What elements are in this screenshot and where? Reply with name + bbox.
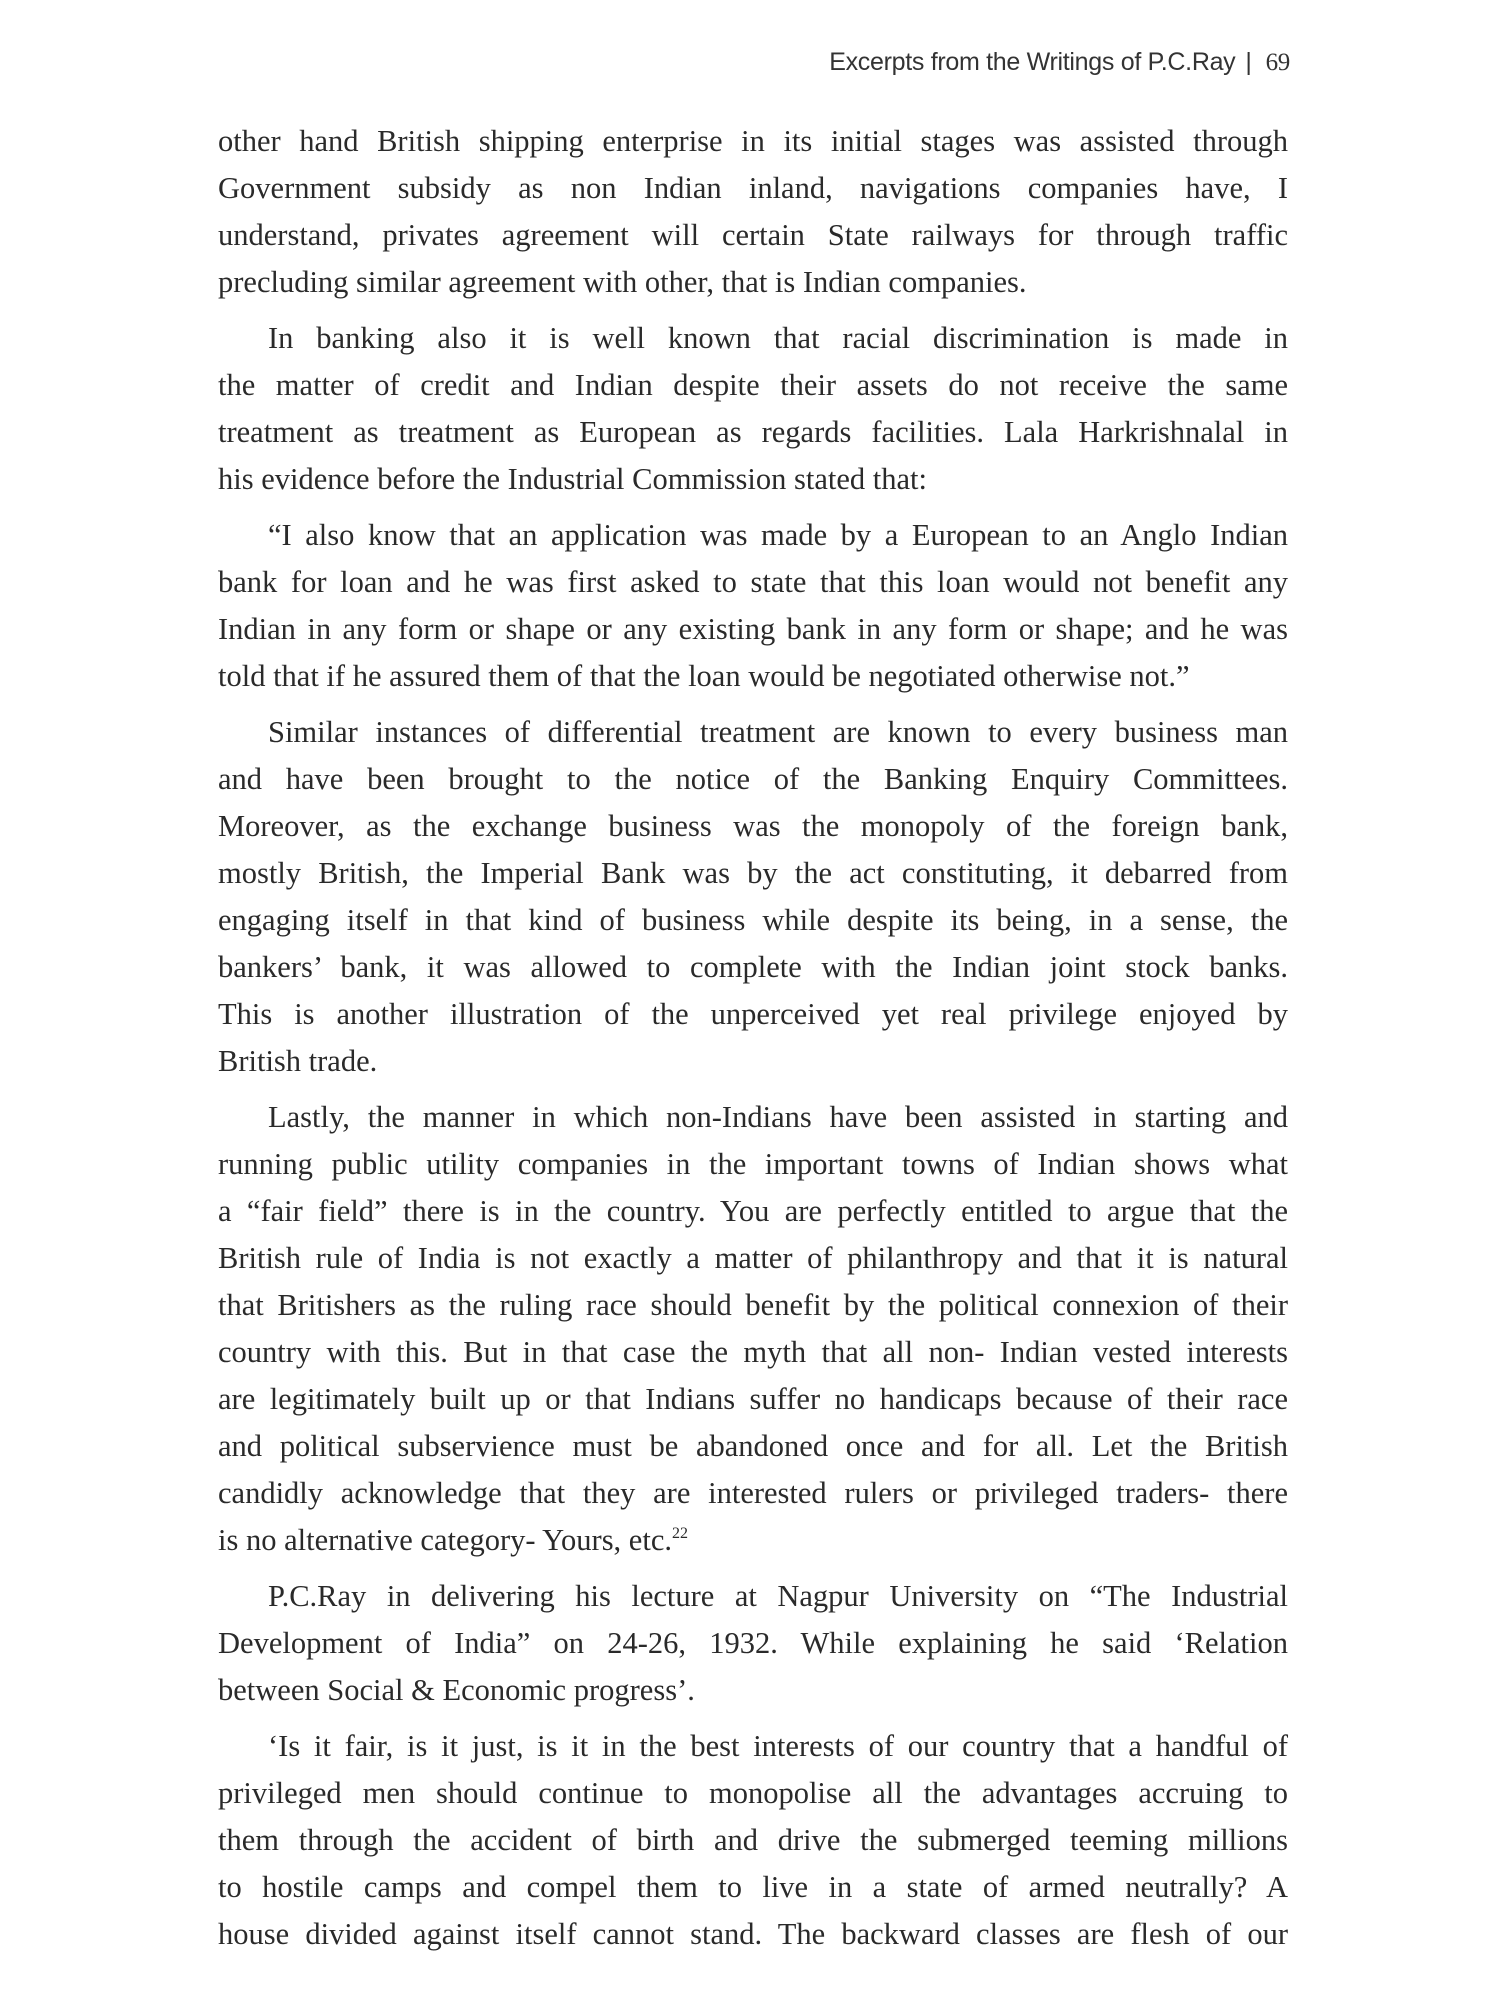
- text-line: a “fair field” there is in the country. You are perfectly entitled to argue that the: [218, 1194, 1288, 1228]
- paragraph: [218, 709, 1288, 1085]
- text-line: treatment as treatment as European as regards facilities. Lala Harkrishnalal in: [218, 415, 1288, 449]
- page-body: [218, 118, 1288, 1967]
- text-line: privileged men should continue to monopolise all the advantages accruing to: [218, 1776, 1288, 1810]
- paragraph: [218, 118, 1288, 306]
- text-line: his evidence before the Industrial Commission stated that:: [218, 462, 927, 496]
- text-line: “I also know that an application was made by a European to an Anglo Indian: [268, 518, 1288, 552]
- text-line: Moreover, as the exchange business was the monopoly of the foreign bank,: [218, 809, 1288, 843]
- text-line: are legitimately built up or that Indians suffer no handicaps because of their race: [218, 1382, 1288, 1416]
- text-line: country with this. But in that case the myth that all non- Indian vested interests: [218, 1335, 1288, 1369]
- text-line: British trade.: [218, 1044, 378, 1078]
- text-line: precluding similar agreement with other, that is Indian companies.: [218, 265, 1027, 299]
- text-line: between Social & Economic progress’.: [218, 1673, 695, 1707]
- text-line: P.C.Ray in delivering his lecture at Nagpur University on “The Industrial: [268, 1579, 1288, 1613]
- text-line: to hostile camps and compel them to live in a state of armed neutrally? A: [218, 1870, 1288, 1904]
- text-line: running public utility companies in the important towns of Indian shows what: [218, 1147, 1288, 1181]
- text-line: candidly acknowledge that they are interested rulers or privileged traders- there: [218, 1476, 1288, 1510]
- text-line: the matter of credit and Indian despite their assets do not receive the same: [218, 368, 1288, 402]
- text-line: In banking also it is well known that racial discrimination is made in: [268, 321, 1288, 355]
- text-line: Similar instances of differential treatment are known to every business man: [268, 715, 1288, 749]
- text-line: that Britishers as the ruling race should benefit by the political connexion of their: [218, 1288, 1288, 1322]
- text-line: and have been brought to the notice of the Banking Enquiry Committees.: [218, 762, 1288, 796]
- text-line: Indian in any form or shape or any existing bank in any form or shape; and he was: [218, 612, 1288, 646]
- text-line: Development of India” on 24-26, 1932. While explaining he said ‘Relation: [218, 1626, 1288, 1660]
- text-line: told that if he assured them of that the loan would be negotiated otherwise not.”: [218, 659, 1190, 693]
- paragraph: [218, 1094, 1288, 1564]
- text-line: and political subservience must be abandoned once and for all. Let the British: [218, 1429, 1288, 1463]
- text-line: mostly British, the Imperial Bank was by the act constituting, it debarred from: [218, 856, 1288, 890]
- text-line: engaging itself in that kind of business while despite its being, in a sense, the: [218, 903, 1288, 937]
- text-line: bankers’ bank, it was allowed to complete with the Indian joint stock banks.: [218, 950, 1288, 984]
- paragraph: [218, 315, 1288, 503]
- running-title: Excerpts from the Writings of P.C.Ray: [829, 48, 1236, 76]
- text-line: British rule of India is not exactly a matter of philanthropy and that it is natural: [218, 1241, 1288, 1275]
- text-line: understand, privates agreement will certain State railways for through traffic: [218, 218, 1288, 252]
- running-header: [700, 48, 1290, 77]
- paragraph: [218, 1573, 1288, 1714]
- paragraph: [218, 1723, 1288, 1958]
- paragraph: [218, 512, 1288, 700]
- header-separator: |: [1245, 48, 1252, 76]
- text-line: them through the accident of birth and drive the submerged teeming millions: [218, 1823, 1288, 1857]
- text-line: ‘Is it fair, is it just, is it in the best interests of our country that a handful of: [268, 1729, 1288, 1763]
- text-line: Lastly, the manner in which non-Indians have been assisted in starting and: [268, 1100, 1288, 1134]
- text-line: is no alternative category- Yours, etc.$^{22}$: [218, 1523, 688, 1557]
- text-line: other hand British shipping enterprise in its initial stages was assisted through: [218, 124, 1288, 158]
- footnote-marker: 22: [672, 1525, 688, 1542]
- text-line: bank for loan and he was first asked to state that this loan would not benefit any: [218, 565, 1288, 599]
- page-number: 69: [1265, 49, 1290, 76]
- text-line: Government subsidy as non Indian inland, navigations companies have, I: [218, 171, 1288, 205]
- text-line: This is another illustration of the unperceived yet real privilege enjoyed by: [218, 997, 1288, 1031]
- text-line: house divided against itself cannot stand. The backward classes are flesh of our: [218, 1917, 1288, 1951]
